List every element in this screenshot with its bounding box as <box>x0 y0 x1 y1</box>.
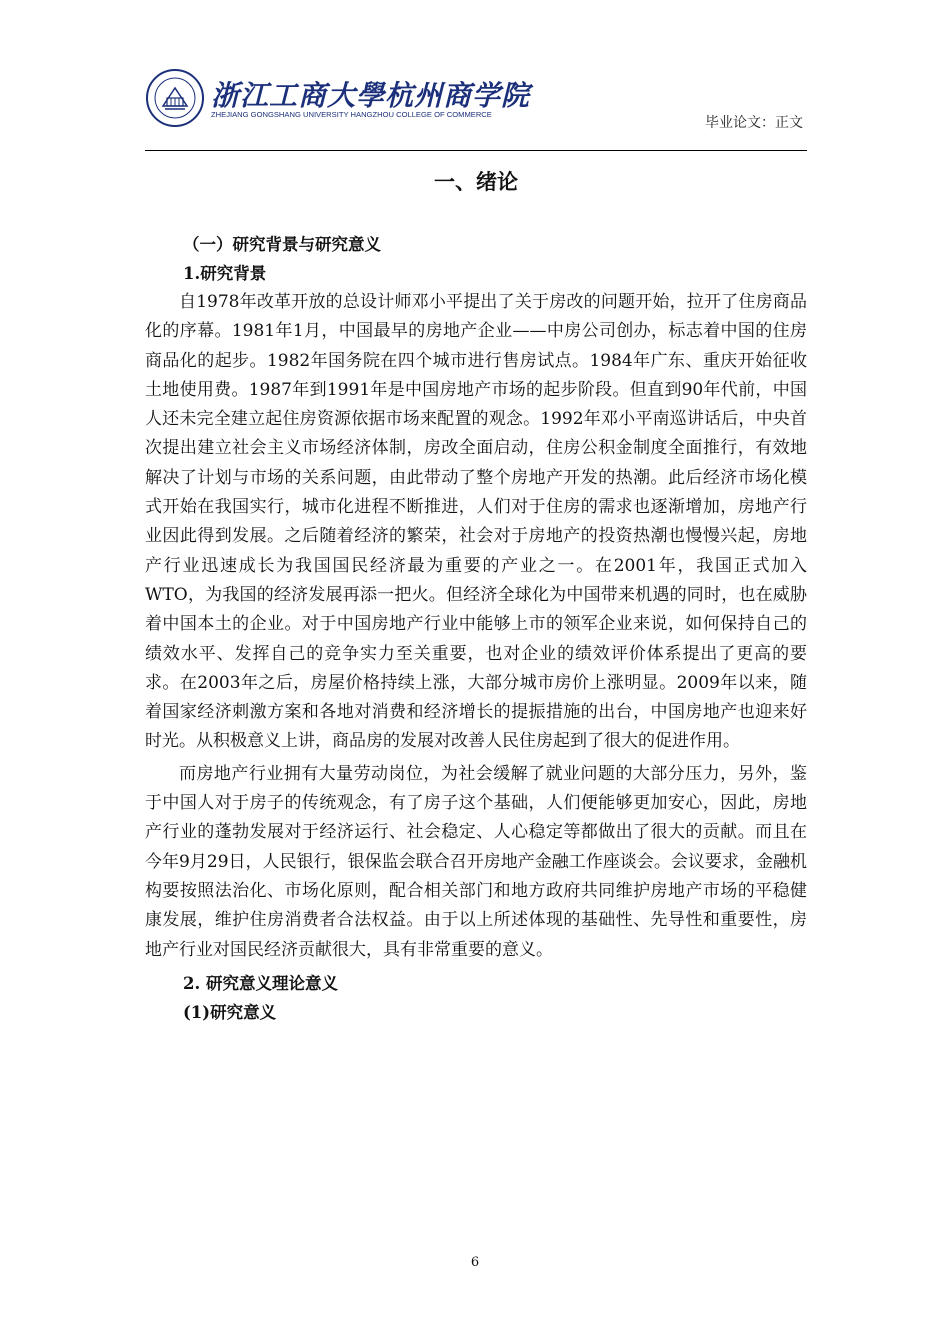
subsection-heading-2-1: (1)研究意义 <box>183 1002 277 1022</box>
body-content <box>145 230 807 1027</box>
header-rule <box>145 150 807 151</box>
logo-subtitle: ZHEJIANG GONGSHANG UNIVERSITY HANGZHOU COLLEGE OF COMMERCE <box>211 110 492 119</box>
subsection-heading-1: 1.研究背景 <box>183 264 267 283</box>
university-seal-icon <box>145 68 205 128</box>
running-head: 毕业论文：正文 <box>705 115 803 131</box>
section-heading: （一）研究背景与研究意义 <box>183 235 381 254</box>
chapter-title: 一、绪论 <box>434 169 518 194</box>
page-header <box>145 60 807 152</box>
university-logo <box>145 68 531 128</box>
paragraph-1: 自1978年改革开放的总设计师邓小平提出了关于房改的问题开始，拉开了住房商品化的序幕。1981年1月，中国最早的房地产企业——中房公司创办，标志着中国的住房商品化的起步。1982年国务院在四个城市进行售房试点。1984年广东、重庆开始征收土地使用费。1987年到1991年是中国房地产市场的起步阶段。但直到90年代前，中国人还未完全建立起住房资源依据市场来配置的观念。1992年邓小平南巡讲话后，中央首次提出建立社会主义市场经济体制，房改全面启动，住房公积金制度全面推行，有效地解决了计划与市场的关系问题，由此带动了整个房地产开发的热潮。此后经济市场化模式开始在我国实行，城市化进程不断推进，人们对于住房的需求也逐渐增加，房地产行业因此得到发展。之后随着经济的繁荣，社会对于房地产的投资热潮也慢慢兴起，房地产行业迅速成长为我国国民经济最为重要的产业之一。在2001年，我国正式加入WTO，为我国的经济发展再添一把火。但经济全球化为中国带来机遇的同时，也在威胁着中国本土的企业。对于中国房地产行业中能够上市的领军企业来说，如何保持自己的绩效水平、发挥自己的竞争实力至关重要，也对企业的绩效评价体系提出了更高的要求。在2003年之后，房屋价格持续上涨，大部分城市房价上涨明显。2009年以来，随着国家经济刺激方案和各地对消费和经济增长的提振措施的出台，中国房地产也迎来好时光。从积极意义上讲，商品房的发展对改善人民住房起到了很大的促进作用。 <box>145 292 807 752</box>
paragraph-2: 而房地产行业拥有大量劳动岗位，为社会缓解了就业问题的大部分压力，另外，鉴于中国人对于房子的传统观念，有了房子这个基础，人们便能够更加安心，因此，房地产行业的蓬勃发展对于经济运行、社会稳定、人心稳定等都做出了很大的贡献。而且在今年9月29日，人民银行，银保监会联合召开房地产金融工作座谈会。会议要求，金融机构要按照法治化、市场化原则，配合相关部门和地方政府共同维护房地产市场的平稳健康发展，维护住房消费者合法权益。由于以上所述体现的基础性、先导性和重要性，房地产行业对国民经济贡献很大，具有非常重要的意义。 <box>145 763 807 960</box>
logo-title: 浙江工商大學杭州商学院 <box>211 79 531 112</box>
page-number: 6 <box>470 1255 480 1270</box>
subsection-heading-2: 2. 研究意义理论意义 <box>183 973 338 993</box>
